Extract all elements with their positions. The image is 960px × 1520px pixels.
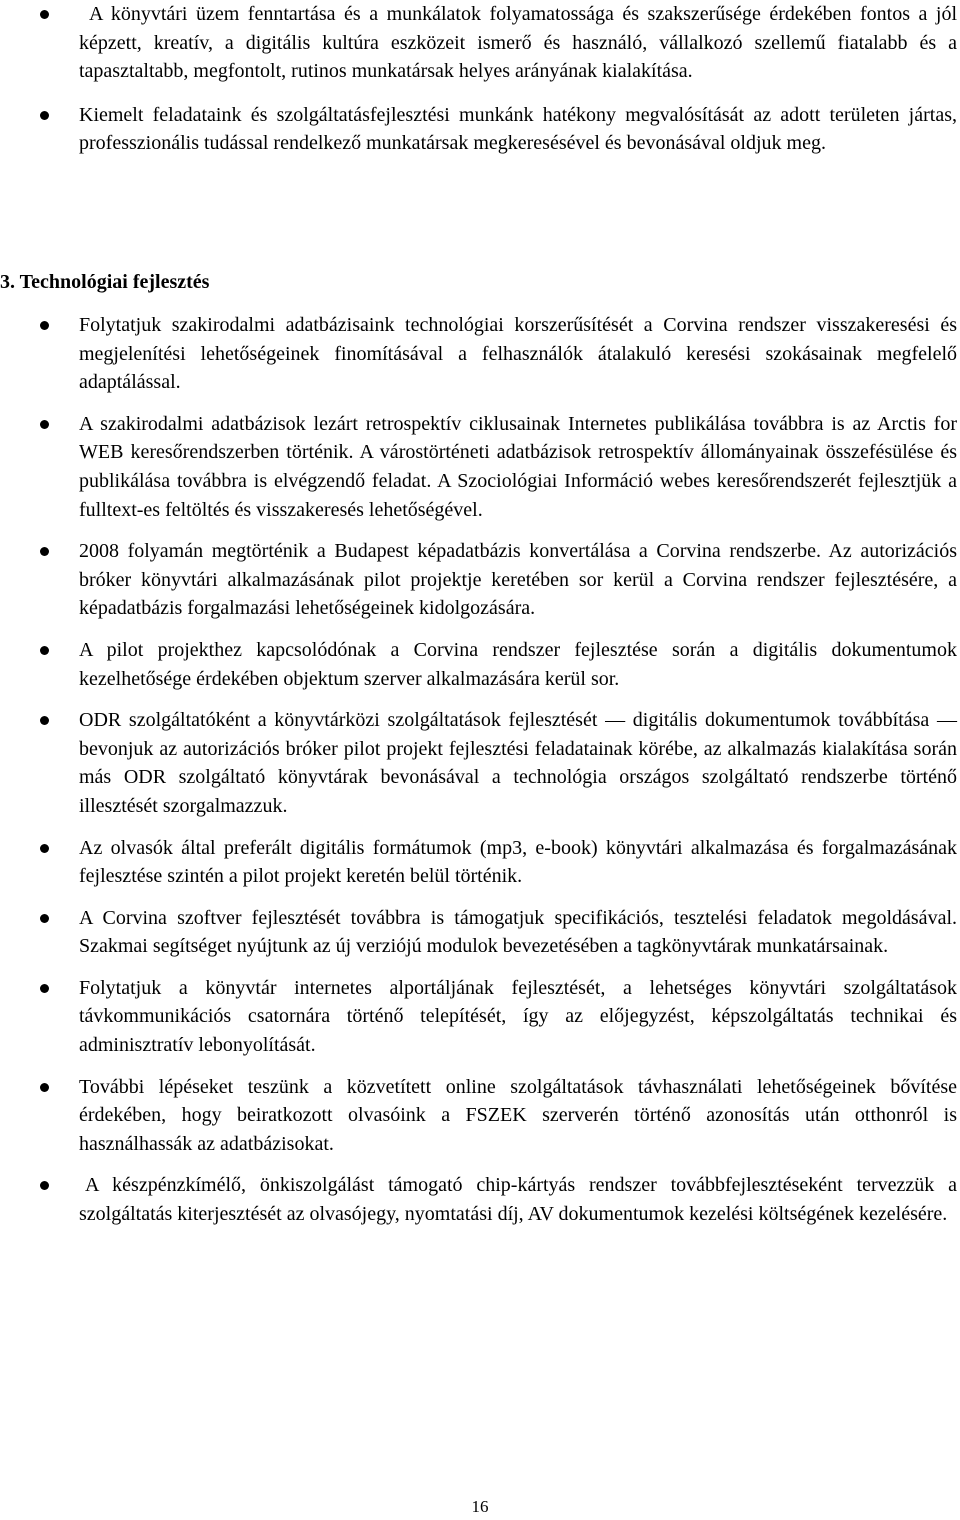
list-item: [0, 0, 960, 86]
list-item: [0, 101, 960, 158]
bullet-icon: [40, 844, 49, 853]
list-item: [0, 974, 960, 1060]
list-item: [0, 311, 960, 397]
list-item-text: Kiemelt feladataink és szolgáltatásfejlesztési munkánk hatékony megvalósítását az adott területen jártas, professzionális tudással rendelkező munkatársak megkeresésével és bevonásával oldjuk meg.: [79, 103, 957, 155]
list-item: [0, 706, 960, 820]
list-item-text: Folytatjuk szakirodalmi adatbázisaink technológiai korszerűsítését a Corvina rendszer visszakeresési és megjelenítési lehetőségeinek finomításával a felhasználók átalakuló keresési szokásainak megfelelő adaptálással.: [79, 314, 957, 394]
bullet-icon: [40, 321, 49, 330]
list-item-text: A készpénzkímélő, önkiszolgálást támogató chip-kártyás rendszer továbbfejlesztéseként tervezzük a szolgáltatás kiterjesztését az olvasójegy, nyomtatási díj, AV dokumentumok kezelési költségének kezelésére.: [79, 1174, 957, 1226]
list-item: [0, 834, 960, 891]
bullet-icon: [40, 10, 49, 19]
list-item-text: ODR szolgáltatóként a könyvtárközi szolgáltatások fejlesztését — digitális dokumentumok továbbítása — bevonjuk az autorizációs bróker pilot projekt fejlesztési feladatainak körébe, az alkalmazás kialakítása során más ODR szolgáltató könyvtárak bevonásával a technológia országos szolgáltató rendszerbe történő illesztését szorgalmazzuk.: [79, 709, 957, 817]
list-item: [0, 1073, 960, 1159]
list-item-text: A szakirodalmi adatbázisok lezárt retrospektív ciklusainak Internetes publikálása továbbra is az Arctis for WEB keresőrendszerben történik. A várostörténeti adatbázisok retrospektív állományainak összefésülése és publikálása továbbra is elvégzendő feladat. A Szociológiai Információ webes keresőrendszerét fejlesztjük a fulltext-es feltöltés és visszakeresés lehetőségével.: [79, 412, 957, 521]
bullet-icon: [40, 1083, 49, 1092]
intro-bullet-list: [0, 0, 960, 158]
list-item-text: A pilot projekthez kapcsolódónak a Corvina rendszer fejlesztése során a digitális dokumentumok kezelhetősége érdekében objektum szerver alkalmazására kerül sor.: [79, 638, 957, 690]
list-item-text: Folytatjuk a könyvtár internetes alportáljának fejlesztését, a lehetséges könyvtári szolgáltatások távkommunikációs csatornára történő telepítését, így az előjegyzést, képszolgáltatás technikai és adminisztratív lebonyolítását.: [79, 976, 957, 1057]
list-item: [0, 1171, 960, 1228]
list-item-text: A könyvtári üzem fenntartása és a munkálatok folyamatossága és szakszerűsége érdekében fontos a jól képzett, kreatív, a digitális kultúra eszközeit ismerő és használó, vállalkozó szellemű fiatalabb és a tapasztaltabb, megfontolt, rutinos munkatársak helyes arányának kialakítása.: [79, 3, 957, 83]
bullet-icon: [40, 111, 49, 120]
list-item-text: További lépéseket teszünk a közvetített online szolgáltatások távhasználati lehetőségeinek bővítése érdekében, hogy beiratkozott olvasóink a FSZEK szerverén történő azonosítás után otthonról is használhassák az adatbázisokat.: [79, 1075, 957, 1155]
section-heading: 3. Technológiai fejlesztés: [0, 271, 210, 293]
bullet-icon: [40, 914, 49, 923]
section-bullet-list: [0, 311, 960, 1229]
list-item: [0, 904, 960, 961]
list-item: [0, 537, 960, 623]
bullet-icon: [40, 646, 49, 655]
bullet-icon: [40, 984, 49, 993]
bullet-icon: [40, 547, 49, 556]
bullet-icon: [40, 420, 49, 429]
list-item-text: 2008 folyamán megtörténik a Budapest képadatbázis konvertálása a Corvina rendszerbe. Az autorizációs bróker könyvtári alkalmazásának pilot projektje keretében sor kerül a Corvina rendszer fejlesztésére, a képadatbázis forgalmazási lehetőségeinek kidolgozására.: [79, 540, 957, 620]
list-item-text: A Corvina szoftver fejlesztését továbbra is támogatjuk specifikációs, tesztelési feladatok megoldásával. Szakmai segítséget nyújtunk az új verziójú modulok bevezetésében a tagkönyvtárak munkatársainak.: [79, 906, 957, 958]
page-number: 16: [471, 1497, 489, 1516]
list-item: [0, 410, 960, 524]
list-item-text: Az olvasók által preferált digitális formátumok (mp3, e-book) könyvtári alkalmazása és forgalmazásának fejlesztése szintén a pilot projekt keretén belül történik.: [79, 836, 957, 888]
list-item: [0, 636, 960, 693]
bullet-icon: [40, 716, 49, 725]
bullet-icon: [40, 1181, 49, 1190]
